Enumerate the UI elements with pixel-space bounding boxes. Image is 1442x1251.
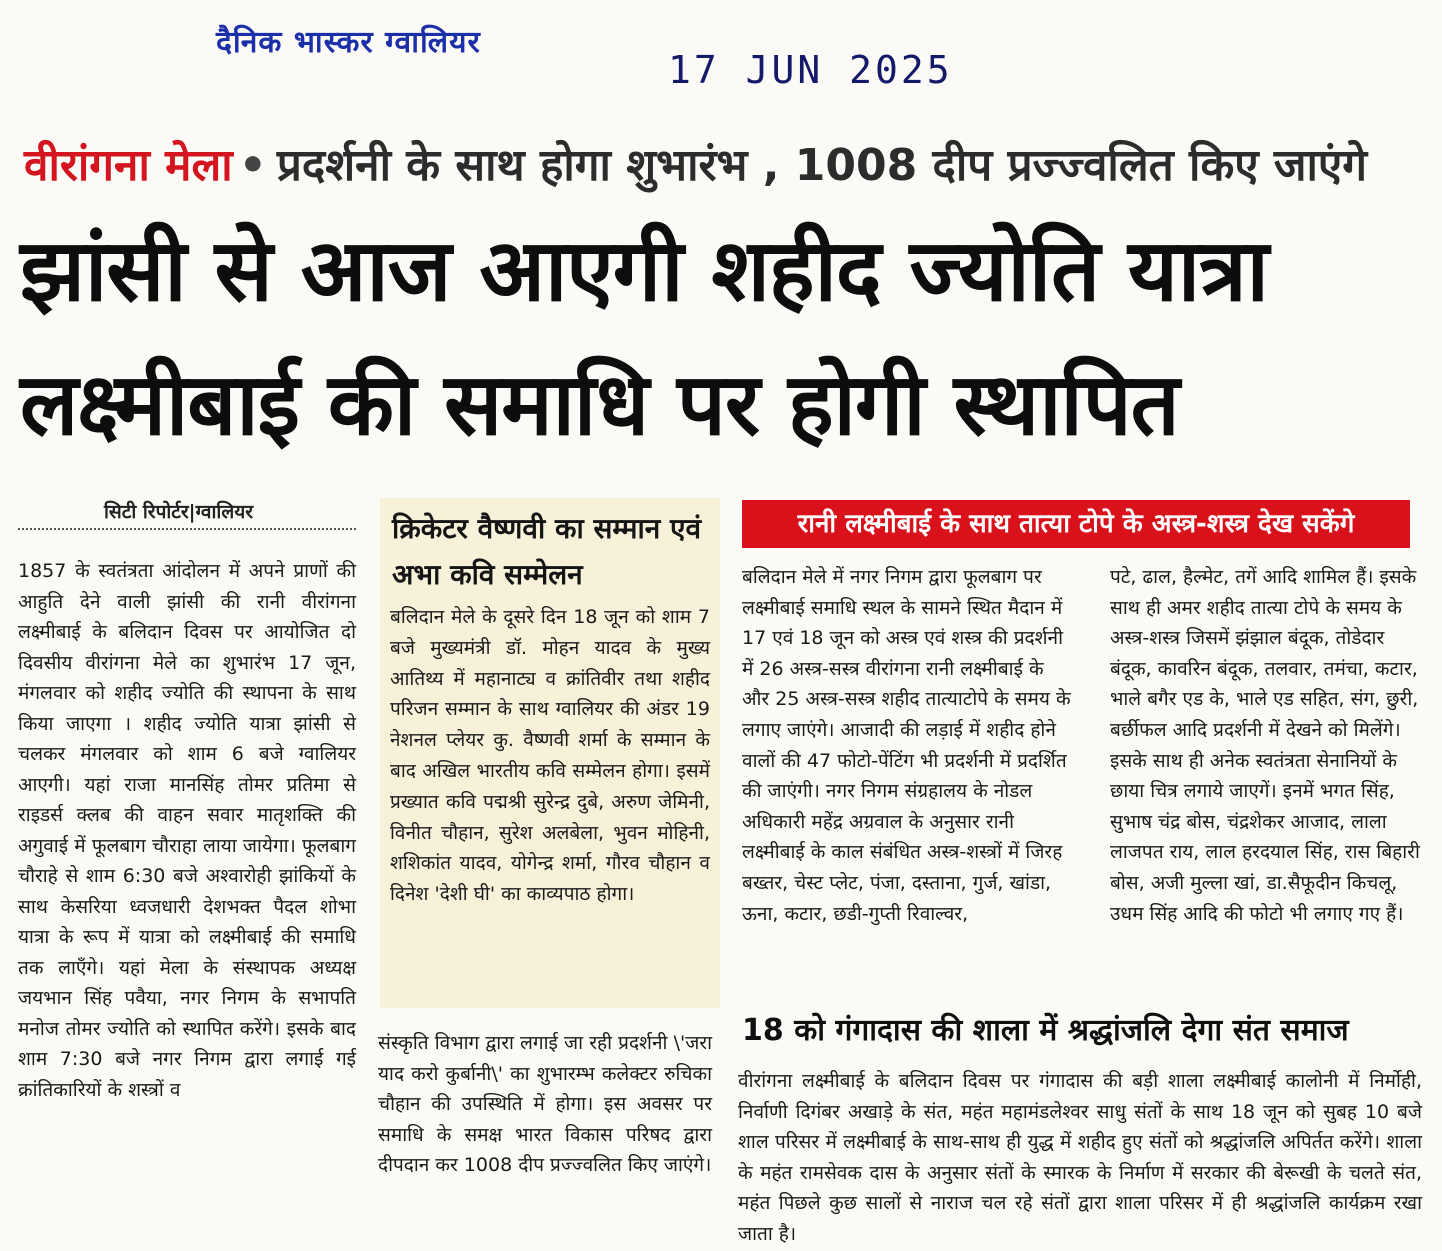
byline: सिटी रिपोर्टर|ग्वालियर [104,501,253,523]
weapons-story-text-part1: बलिदान मेले में नगर निगम द्वारा फूलबाग पर लक्ष्मीबाई समाधि स्थल के सामने स्थित मैदान में 17 एवं 18 जून को अस्त्र एवं शस्त्र की प्रदर्शनी में 26 अस्त्र-सस्त्र वीरांगना रानी लक्ष्मीबाई के और 25 अस्त्र-सस्त्र शहीद तात्याटोपे के समय के लगाए जाएंगे। आजादी की लड़ाई में शहीद होने वालों की 47 फोटो-पेंटिंग भी प्रदर्शनी में प्रदर्शित की जाएंगी। नगर निगम संग्रहालय के नोडल अधिकारी महेंद्र अग्रवाल के अनुसार रानी लक्ष्मीबाई के काल संबंधित अस्त्र-शस्त्रों में जिरह बख्तर, चेस्ट प्लेट, पंजा, दस्ताना, गुर्ज, खांडा, ऊना, कटार, छडी-गुप्ती रिवाल्वर, [742,566,1071,925]
bullet-icon: • [238,140,267,191]
main-story-text: 1857 के स्वतंत्रता आंदोलन में अपने प्राणों की आहुति देने वाली झांसी की रानी वीरांगना लक्ष्मीबाई के बलिदान दिवस पर आयोजित दो दिवसीय वीरांगना मेले का शुभारंभ 17 जून, मंगलवार को शहीद ज्योति की स्थापना के साथ किया जाएगा । शहीद ज्योति यात्रा झांसी से चलकर मंगलवार को शाम 6 बजे ग्वालियर आएगी। यहां राजा मानसिंह तोमर प्रतिमा से राइडर्स क्लब की वाहन सवार मातृशक्ति की अगुवाई में फूलबाग चौराहा लाया जायेगा। फूलबाग चौराहे से शाम 6:30 बजे अश्वारोही झांकियों के साथ केसरिया ध्वजधारी देशभक्त पैदल शोभा यात्रा के रूप में यात्रा को लक्ष्मीबाई की समाधि तक लाएँगे। यहां मेला के संस्थापक अध्यक्ष जयभान सिंह पवैया, नगर निगम के सभापति मनोज तोमर ज्योति को स्थापित करेंगे। इसके बाद शाम 7:30 बजे नगर निगम द्वारा लगाई गई क्रांतिकारियों के शस्त्रों व [18,560,356,1101]
date-stamp: 17 JUN 2025 [668,48,953,92]
kicker-text: प्रदर्शनी के साथ होगा शुभारंभ , 1008 दीप प्रज्ज्वलित किए जाएंगे [276,140,1368,191]
saints-story-text: वीरांगना लक्ष्मीबाई के बलिदान दिवस पर गंगादास की बड़ी शाला लक्ष्मीबाई कालोनी में निर्मोही, निर्वाणी दिगंबर अखाड़े के संत, महंत महामंडलेश्वर साधु संतों के साथ 18 जून को सुबह 10 बजे शाल परिसर में लक्ष्मीबाई के साथ-साथ ही युद्ध में शहीद हुए संतों को श्रद्धांजलि अपिर्तत करेंगे। शाला के महंत रामसेवक दास के अनुसार संतों के स्मारक के निर्माण में सरकार की बेरूखी के चलते संत, महंत पिछले कुछ सालों से नाराज चल रहे संतों द्वारा शाला परिसर में ही श्रद्धांजलि कार्यक्रम रखा जाता है। [738,1070,1422,1245]
box-story-title: क्रिकेटर वैष्णवी का सम्मान एवं अभा कवि सम्मेलन [392,512,702,591]
headline-line-1: झांसी से आज आएगी शहीद ज्योति यात्रा [20,221,1268,321]
weapons-story-text-part2: पटे, ढाल, हैल्मेट, तगें आदि शामिल हैं। इसके साथ ही अमर शहीद तात्या टोपे के समय के अस्त्र-शस्त्र जिसमें झंझाल बंदूक, तोडेदार बंदूक, कावरिन बंदूक, तलवार, तमंचा, कटार, भाले बगैर एड के, भाले एड सहित, संग, छुरी, बर्छीफल आदि प्रदर्शनी में देखने को मिलेंगे। इसके साथ ही अनेक स्वतंत्रता सेनानियों के छाया चित्र लगाये जाएगें। इनमें भगत सिंह, सुभाष चंद्र बोस, चंद्रशेकर आजाद, लाला लाजपत राय, लाल हरदयाल सिंह, रास बिहारी बोस, अजी मुल्ला खां, डा.सैफूदीन किचलू, उधम सिंह आदि की फोटो भी लगाए गए हैं। [1110,566,1420,925]
masthead: दैनिक भास्कर ग्वालियर [216,25,481,60]
saints-story-title: 18 को गंगादास की शाला में श्रद्धांजलि देगा संत समाज [742,1013,1349,1048]
culture-story-text: संस्कृति विभाग द्वारा लगाई जा रही प्रदर्शनी \'जरा याद करो कुर्बानी\' का शुभारम्भ कलेक्टर रुचिका चौहान की उपस्थिति में होगा। इस अवसर पर समाधि के समक्ष भारत विकास परिषद द्वारा दीपदान कर 1008 दीप प्रज्ज्वलित किए जाएंगे। [378,1032,712,1176]
kicker-tag: वीरांगना मेला [24,140,233,191]
box-story-text: बलिदान मेले के दूसरे दिन 18 जून को शाम 7 बजे मुख्यमंत्री डॉ. मोहन यादव के मुख्य आतिथ्य में महानाट्य व क्रांतिवीर तथा शहीद परिजन सम्मान के साथ ग्वालियर की अंडर 19 नेशनल प्लेयर कु. वैष्णवी शर्मा के सम्मान के बाद अखिल भारतीय कवि सम्मेलन होगा। इसमें प्रख्यात कवि पद्मश्री सुरेन्द्र दुबे, अरुण जेमिनी, विनीत चौहान, सुरेश अलबेला, भुवन मोहिनी, शशिकांत यादव, योगेन्द्र शर्मा, गौरव चौहान व दिनेश 'देशी घी' का काव्यपाठ होगा। [390,606,710,906]
byline-divider [18,528,356,530]
weapons-story-title: रानी लक्ष्मीबाई के साथ तात्या टोपे के अस्त्र-शस्त्र देख सकेंगे [797,509,1355,539]
headline-line-2: लक्ष्मीबाई की समाधि पर होगी स्थापित [20,355,1179,455]
kicker [24,133,1424,193]
